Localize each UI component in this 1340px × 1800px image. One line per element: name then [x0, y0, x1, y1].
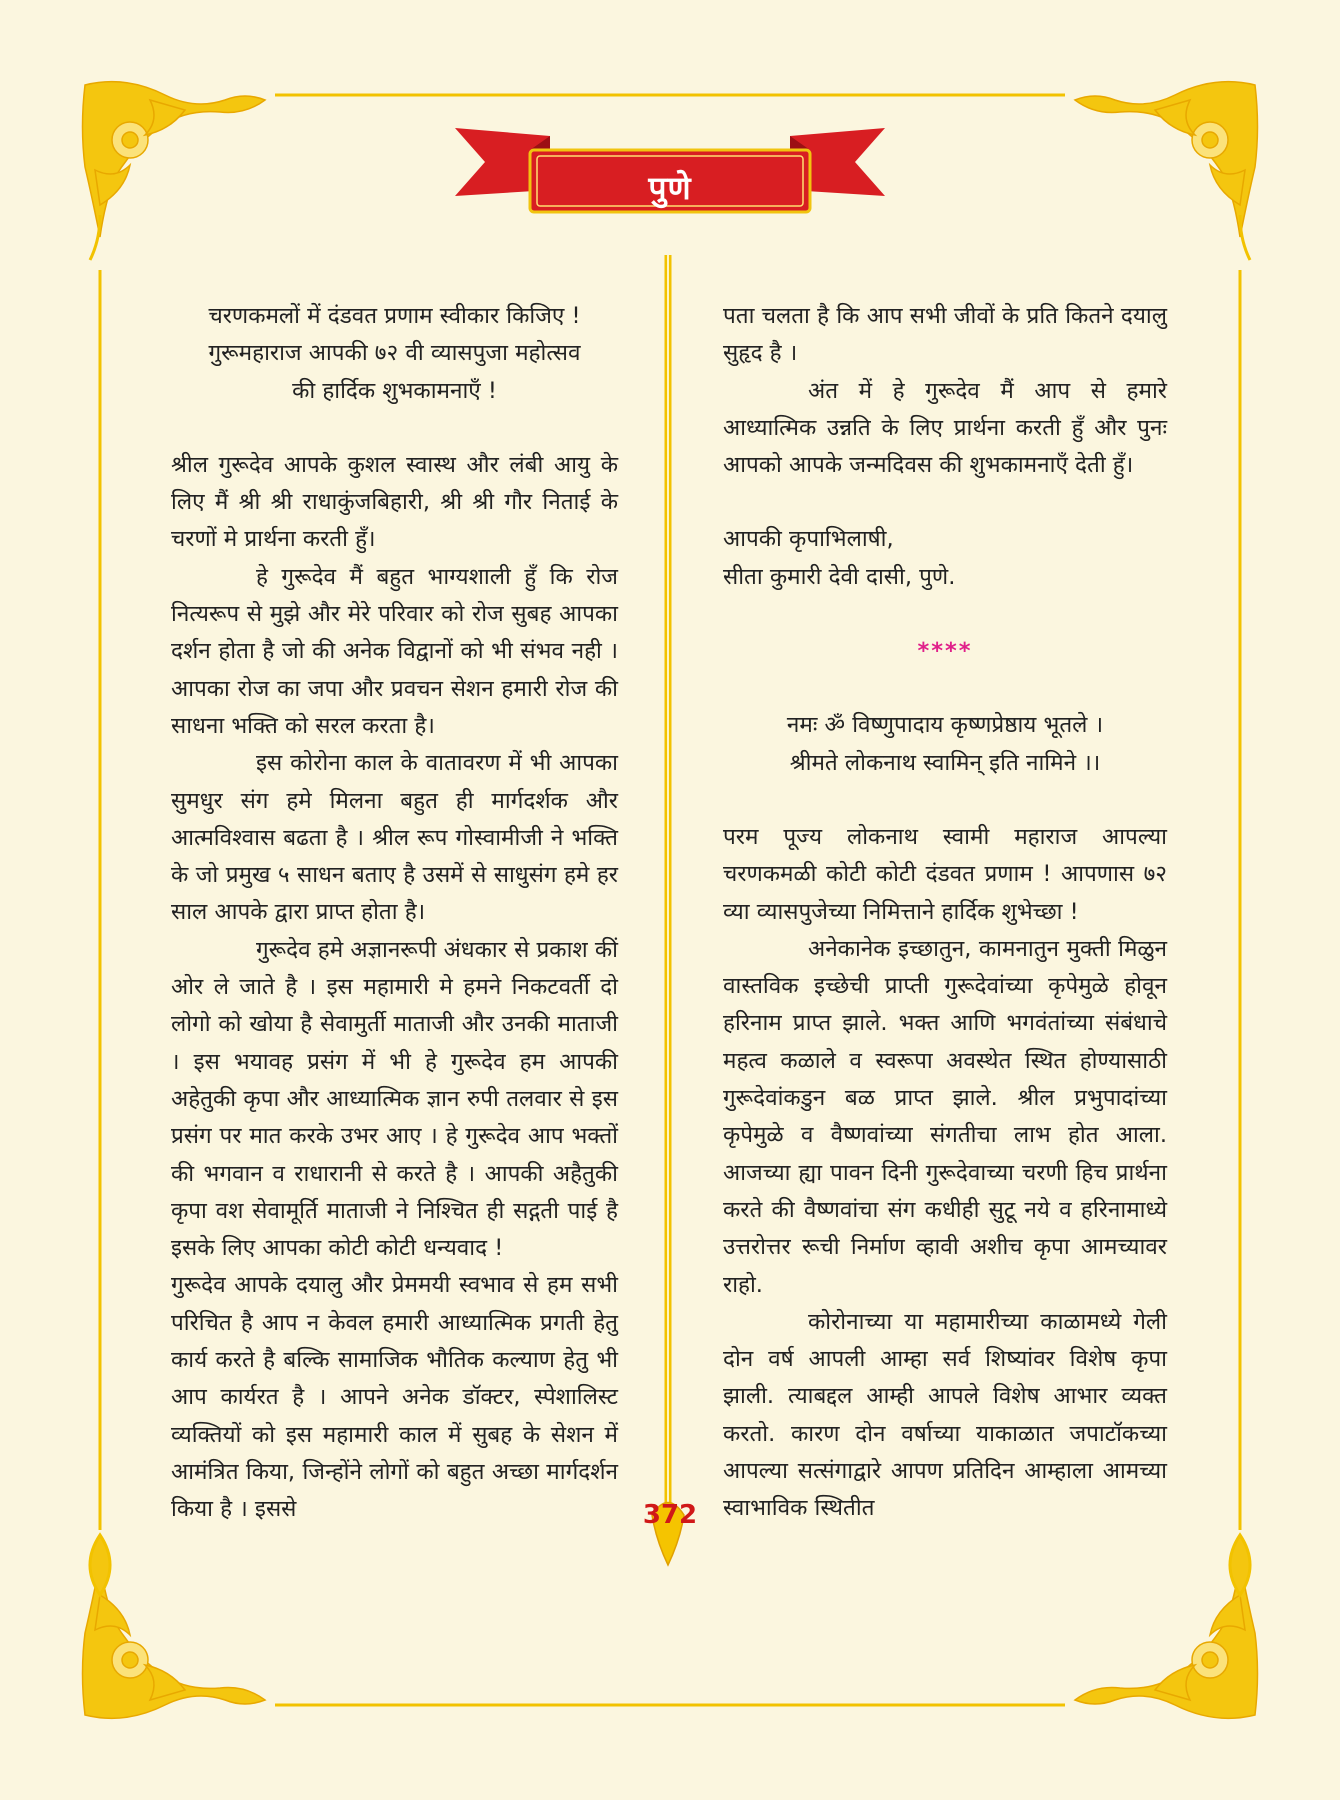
corner-ornament-top-right-icon	[1075, 82, 1258, 237]
paragraph: परम पूज्य लोकनाथ स्वामी महाराज आपल्या चरणकमळी कोटी कोटी दंडवत प्रणाम ! आपणास ७२ व्या व्यासपुजेच्या निमित्ताने हार्दिक शुभेच्छा !	[723, 823, 1167, 925]
paragraph: अनेकानेक इच्छातुन, कामनातुन मुक्ती मिळुन वास्तविक इच्छेची प्राप्ती गुरूदेवांच्या कृपेमुळे होवून हरिनाम प्राप्त झाले. भक्त आणि भगवंतांच्या संबंधाचे महत्व कळाले व स्वरूपा अवस्थेत स्थित होण्यासाठी गुरूदेवांकडुन बळ प्राप्त झाले. श्रील प्रभुपादांच्या कृपेमुळे व वैष्णवांच्या संगतीचा लाभ होत आला. आजच्या ह्या पावन दिनी गुरूदेवाच्या चरणी हिच प्रार्थना करते की वैष्णवांचा संग कधीही सुटू नये व हरिनामाध्ये उत्तरोत्तर रूची निर्माण व्हावी अशीच कृपा आमच्यावर राहो.	[723, 935, 1167, 1298]
corner-ornament-bottom-right-icon	[1075, 1563, 1258, 1718]
signature-line: सीता कुमारी देवी दासी, पुणे.	[723, 563, 956, 590]
greeting-line: चरणकमलों में दंडवत प्रणाम स्वीकार किजिए !	[208, 303, 581, 329]
column-divider	[652, 255, 684, 1565]
paragraph: हे गुरूदेव मैं बहुत भाग्यशाली हुँ कि रोज नित्यरूप से मुझे और मेरे परिवार को रोज सुबह आपका दर्शन होता है जो की अनेक विद्वानों को भी संभव नही । आपका रोज का जपा और प्रवचन सेशन हमारी रोज की साधना भक्ति को सरल करता है।	[171, 563, 618, 739]
greeting-line: की हार्दिक शुभकामनाएँ !	[292, 377, 497, 404]
paragraph: कोरोनाच्या या महामारीच्या काळामध्ये गेली दोन वर्ष आपली आम्हा सर्व शिष्यांवर विशेष कृपा झाली. त्याबद्दल आम्ही आपले विशेष आभार व्यक्त करतो. कारण दोन वर्षाच्या याकाळात जपाटॉकच्या आपल्या सत्संगाद्वारे आपण प्रतिदिन आम्हाला आमच्या स्वाभाविक स्थितीत	[723, 1308, 1167, 1522]
right-column	[723, 298, 1167, 1528]
page-number: 372	[642, 1500, 698, 1530]
paragraph: श्रील गुरूदेव आपके कुशल स्वास्थ और लंबी आयु के लिए मैं श्री श्री राधाकुंजबिहारी, श्री श्री गौर निताई के चरणों मे प्रार्थना करती हुँ।	[171, 451, 618, 553]
paragraph: गुरूदेव आपके दयालु और प्रेममयी स्वभाव से हम सभी परिचित है आप न केवल हमारी आध्यात्मिक प्रगती हेतु कार्य करते है बल्कि सामाजिक भौतिक कल्याण हेतु भी आप कार्यरत है । आपने अनेक डॉक्टर, स्पेशालिस्ट व्यक्तियों को इस महामारी काल में सुबह के सेशन में आमंत्रित किया, जिन्होंने लोगों को बहुत अच्छा मार्गदर्शन किया है । इससे	[171, 1272, 618, 1523]
section-separator: ****	[917, 638, 973, 665]
corner-ornament-bottom-left-icon	[83, 1563, 266, 1718]
paragraph: पता चलता है कि आप सभी जीवों के प्रति कितने दयालु सुहृद है ।	[723, 303, 1167, 367]
greeting-line: गुरूमहाराज आपकी ७२ वी व्यासपुजा महोत्सव	[208, 340, 581, 367]
paragraph: अंत में हे गुरूदेव मैं आप से हमारे आध्यात्मिक उन्नति के लिए प्रार्थना करती हुँ और पुनः आपको आपके जन्मदिवस की शुभकामनाएँ देती हुँ।	[723, 377, 1167, 479]
signature-line: आपकी कृपाभिलाषी,	[723, 526, 894, 553]
paragraph: इस कोरोना काल के वातावरण में भी आपका सुमधुर संग हमे मिलना बहुत ही मार्गदर्शक और आत्मविश्वास बढता है । श्रील रूप गोस्वामीजी ने भक्ति के जो प्रमुख ५ साधन बताए है उसमें से साधुसंग हमे हर साल आपके द्वारा प्राप्त होता है।	[171, 750, 618, 926]
page-title: पुणे	[648, 169, 692, 207]
corner-ornament-top-left-icon	[83, 82, 266, 237]
left-column	[171, 298, 618, 1529]
mantra-line: श्रीमते लोकनाथ स्वामिन् इति नामिने ।।	[789, 749, 1101, 776]
mantra-line: नमः ॐ विष्णुपादाय कृष्णप्रेष्ठाय भूतले ।	[786, 712, 1104, 739]
paragraph: गुरूदेव हमे अज्ञानरूपी अंधकार से प्रकाश कीं ओर ले जाते है । इस महामारी मे हमने निकटवर्ती दो लोगो को खोया है सेवामुर्ती माताजी और उनकी माताजी । इस भयावह प्रसंग में भी हे गुरूदेव हम आपकी अहेतुकी कृपा और आध्यात्मिक ज्ञान रुपी तलवार से इस प्रसंग पर मात करके उभर आए । हे गुरूदेव आप भक्तों की भगवान व राधारानी से करते है । आपकी अहैतुकी कृपा वश सेवामूर्ति माताजी ने निश्चित ही सद्गती पाई है इसके लिए आपका कोटी कोटी धन्यवाद !	[171, 936, 618, 1262]
